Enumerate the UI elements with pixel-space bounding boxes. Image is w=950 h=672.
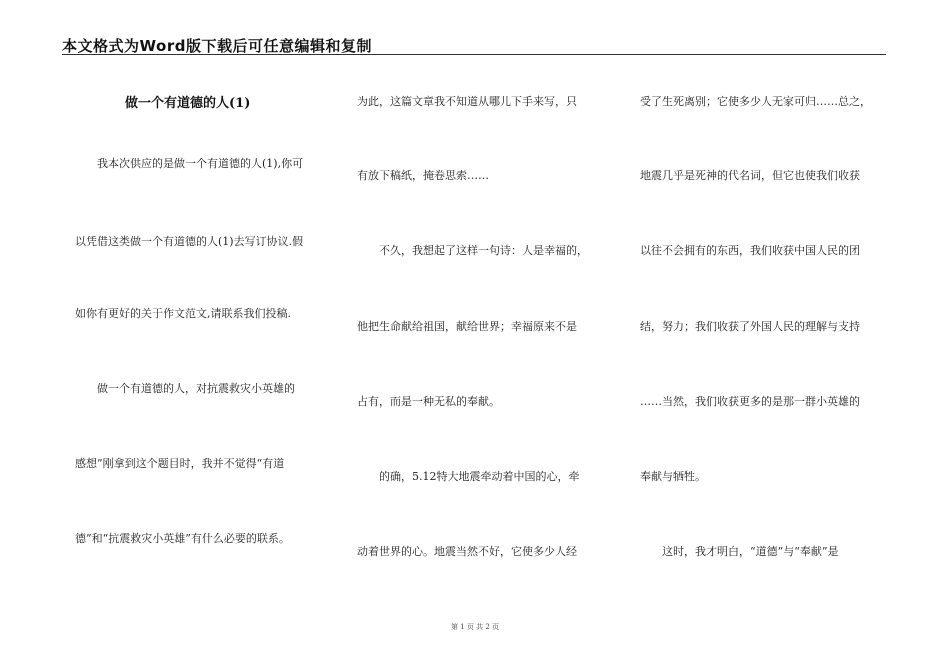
paragraph-line: 感想”刚拿到这个题目时，我并不觉得“有道 — [75, 457, 285, 470]
paragraph-line: ……当然，我们收获更多的是那一群小英雄的 — [640, 395, 860, 408]
paragraph-line: 他把生命献给祖国，献给世界；幸福原来不是 — [357, 320, 577, 333]
paragraph-line: 奉献与牺牲。 — [640, 470, 706, 483]
paragraph-line: 有放下稿纸，掩卷思索…… — [357, 169, 489, 182]
paragraph-line: 的确，5.12特大地震牵动着中国的心，牵 — [357, 470, 580, 483]
header-divider — [62, 54, 886, 55]
page-number-footer: 第 1 页 共 2 页 — [450, 623, 500, 631]
paragraph-line: 占有，而是一种无私的奉献。 — [357, 395, 500, 408]
paragraph-line: 这时，我才明白，“道德”与“奉献”是 — [640, 545, 839, 558]
paragraph-line: 受了生死离别；它使多少人无家可归……总之， — [640, 95, 871, 108]
paragraph-line: 以往不会拥有的东西，我们收获中国人民的团 — [640, 244, 860, 257]
paragraph-line: 如你有更好的关于作文范文,请联系我们投稿. — [75, 307, 291, 320]
paragraph-line: 结，努力；我们收获了外国人民的理解与支持 — [640, 320, 860, 333]
document-title: 做一个有道德的人(1) — [125, 96, 251, 111]
paragraph-line: 做一个有道德的人，对抗震救灾小英雄的 — [75, 382, 295, 395]
document-header-title: 本文格式为Word版下载后可任意编辑和复制 — [62, 37, 372, 55]
paragraph-line: 为此，这篇文章我不知道从哪儿下手来写，只 — [357, 95, 577, 108]
paragraph-line: 动着世界的心。地震当然不好，它使多少人经 — [357, 545, 577, 558]
paragraph-line: 以凭借这类做一个有道德的人(1)去写订协议.假 — [75, 235, 304, 248]
paragraph-line: 地震几乎是死神的代名词，但它也使我们收获 — [640, 169, 860, 182]
paragraph-line: 德”和“抗震救灾小英雄”有什么必要的联系。 — [75, 532, 290, 545]
paragraph-line: 我本次供应的是做一个有道德的人(1),你可 — [75, 157, 304, 170]
paragraph-line: 不久，我想起了这样一句诗：人是幸福的， — [357, 244, 588, 257]
